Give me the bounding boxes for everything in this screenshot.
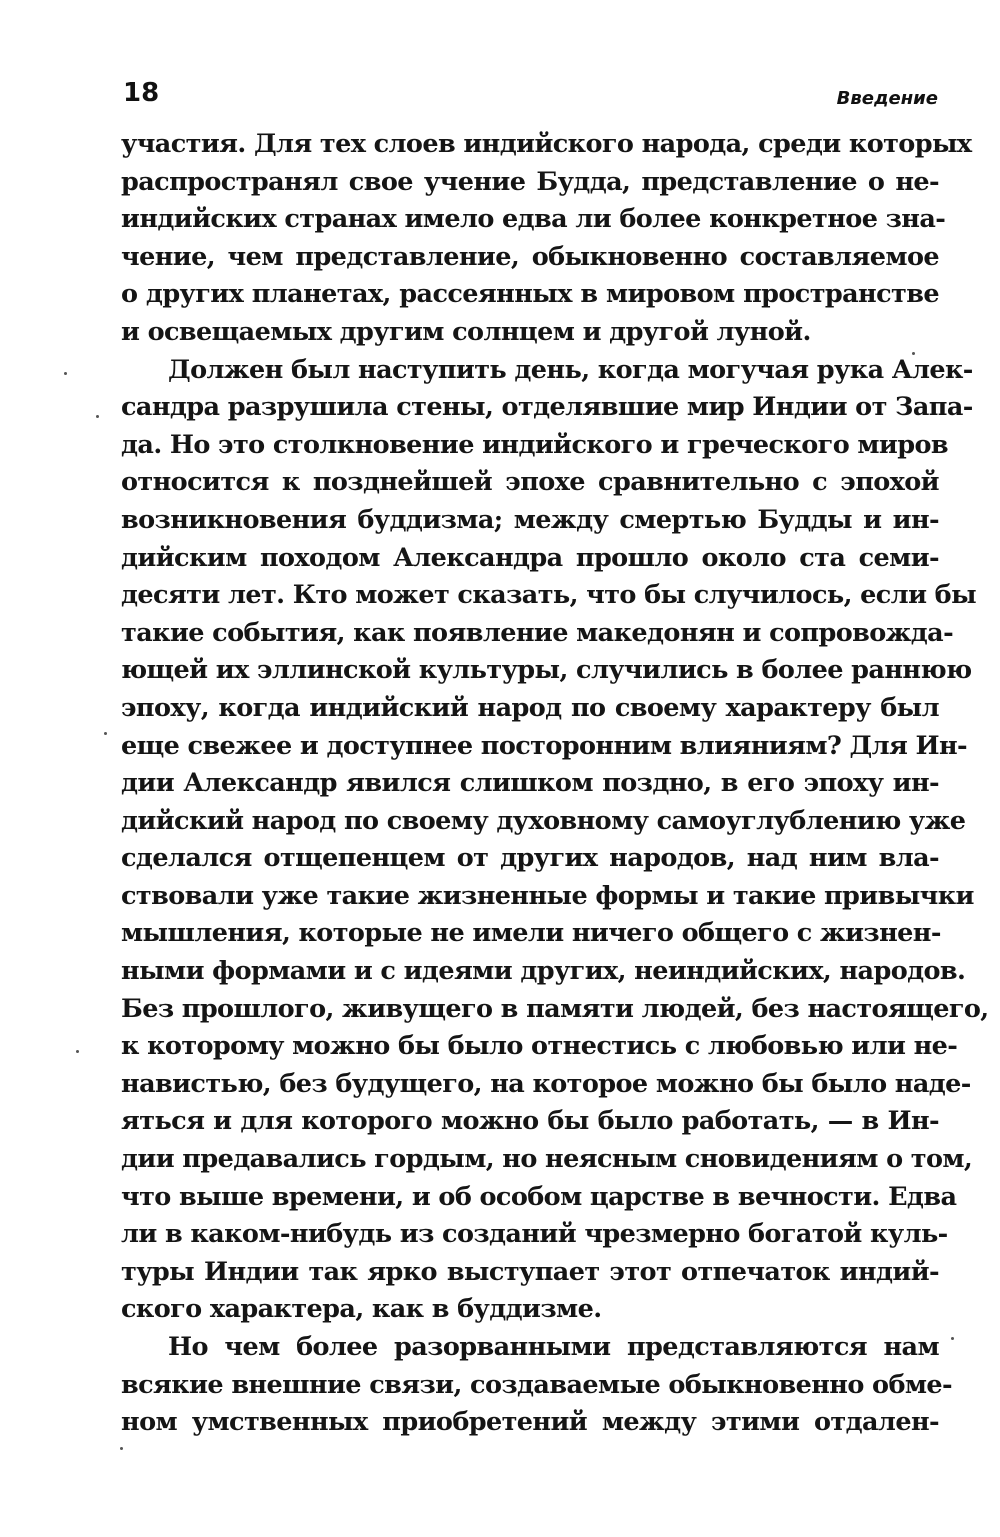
text-line: эпоху, когда индийский народ по своему характеру был — [121, 692, 939, 723]
text-line: и освещаемых другим солнцем и другой луной. — [121, 316, 811, 347]
text-line: всякие внешние связи, создаваемые обыкновенно обме- — [121, 1369, 953, 1400]
page-number: 18 — [123, 78, 160, 108]
text-line: еще свежее и доступнее посторонним влияниям? Для Ин- — [121, 730, 968, 761]
scan-speck — [64, 372, 67, 375]
text-line: Без прошлого, живущего в памяти людей, без настоящего, — [121, 993, 989, 1024]
text-line: что выше времени, и об особом царстве в вечности. Едва — [121, 1181, 957, 1212]
text-line: дии Александр явился слишком поздно, в его эпоху ин- — [121, 768, 939, 799]
text-line: ствовали уже такие жизненные формы и такие привычки — [121, 880, 974, 911]
text-line: ли в каком-нибудь из созданий чрезмерно богатой куль- — [121, 1219, 948, 1250]
running-head: Введение — [836, 88, 938, 109]
text-line: десяти лет. Кто может сказать, что бы случилось, если бы — [121, 580, 977, 611]
text-line: такие события, как появление македонян и сопровожда- — [121, 617, 954, 648]
text-line: дийским походом Александра прошло около ста семи- — [121, 542, 939, 573]
scan-speck — [104, 732, 107, 735]
scan-speck — [96, 415, 99, 418]
text-line: сделался отщепенцем от других народов, над ним вла- — [121, 843, 939, 874]
text-line: туры Индии так ярко выступает этот отпечаток индий- — [121, 1256, 939, 1287]
text-line: ными формами и с идеями других, неиндийских, народов. — [121, 956, 966, 987]
text-line: сандра разрушила стены, отделявшие мир Индии от Запа- — [121, 392, 973, 423]
text-line: о других планетах, рассеянных в мировом пространстве — [121, 279, 939, 310]
text-line: ского характера, как в буддизме. — [121, 1294, 602, 1325]
text-line: да. Но это столкновение индийского и греческого миров — [121, 429, 948, 460]
text-line: Должен был наступить день, когда могучая рука Алек- — [168, 354, 973, 385]
text-line: яться и для которого можно бы было работать, — в Ин- — [121, 1106, 939, 1137]
text-line: возникновения буддизма; между смертью Будды и ин- — [121, 504, 939, 535]
text-line: дийский народ по своему духовному самоуглублению уже — [121, 805, 966, 836]
scan-speck — [912, 352, 915, 355]
scan-speck — [951, 1337, 954, 1340]
body-text — [121, 126, 989, 1442]
scan-speck — [76, 1050, 79, 1053]
text-line: индийских странах имело едва ли более конкретное зна- — [121, 204, 946, 235]
text-line: навистью, без будущего, на которое можно бы было наде- — [121, 1068, 971, 1099]
text-line: распространял свое учение Будда, представление о не- — [121, 166, 939, 197]
text-line: Но чем более разорванными представляются нам — [168, 1332, 939, 1362]
text-line: ном умственных приобретений между этими отдален- — [121, 1407, 939, 1438]
page-header — [123, 78, 938, 118]
text-line: участия. Для тех слоев индийского народа, среди которых — [121, 129, 972, 159]
text-line: к которому можно бы было отнестись с любовью или не- — [121, 1031, 958, 1062]
text-line: относится к позднейшей эпохе сравнительно с эпохой — [121, 467, 939, 498]
text-line: ющей их эллинской культуры, случились в более раннюю — [121, 655, 972, 686]
text-line: чение, чем представление, обыкновенно составляемое — [121, 241, 939, 272]
scan-speck — [120, 1447, 123, 1450]
text-line: мышления, которые не имели ничего общего с жизнен- — [121, 918, 941, 949]
text-line: дии предавались гордым, но неясным сновидениям о том, — [121, 1144, 973, 1175]
